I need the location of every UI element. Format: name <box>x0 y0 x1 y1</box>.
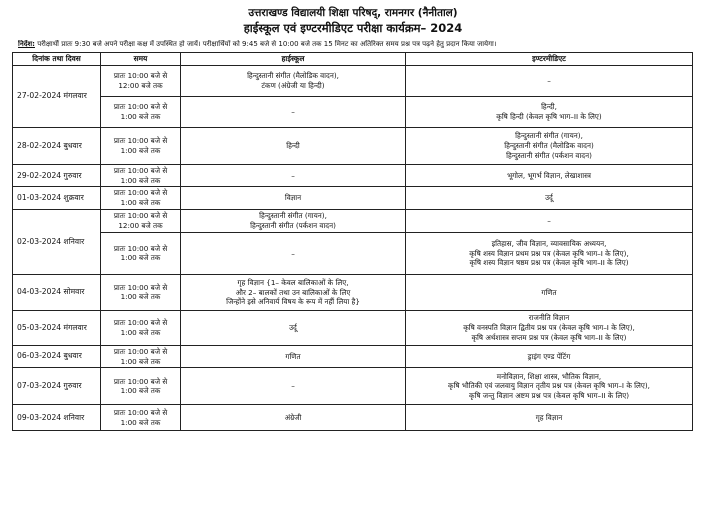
table-row <box>13 274 693 310</box>
column-header-highschool: हाईस्कूल <box>181 53 406 66</box>
exam-time-line: प्रातः 10:00 बजे से <box>113 243 168 253</box>
intermediate-subject-cell <box>406 128 693 165</box>
exam-time-line: प्रातः 10:00 बजे से <box>113 318 168 328</box>
exam-time-line: 1:00 बजे तक <box>120 175 161 185</box>
exam-time-line: प्रातः 10:00 बजे से <box>113 408 168 418</box>
intermediate-subject-line: कृषि जन्तु विज्ञान अष्टम प्रश्न पत्र (केवल कृषि भाग–II के लिए) <box>468 391 630 401</box>
highschool-subject-line: उर्दू <box>289 323 297 333</box>
exam-date-cell: 02-03-2024 शनिवार <box>13 209 101 274</box>
highschool-subject-line: गणित <box>285 351 301 361</box>
exam-date-cell: 06-03-2024 बुधवार <box>13 345 101 367</box>
intermediate-subject-cell <box>406 345 693 367</box>
table-row <box>13 368 693 405</box>
table-row <box>13 66 693 97</box>
exam-time-line: प्रातः 10:00 बजे से <box>113 282 168 292</box>
intermediate-subject-cell <box>406 232 693 274</box>
intermediate-subject-cell <box>406 274 693 310</box>
intermediate-subject-line: गणित <box>541 287 557 297</box>
highschool-subject-cell <box>181 187 406 209</box>
highschool-subject-line: हिन्दी <box>286 141 300 151</box>
exam-time-line: 1:00 बजे तक <box>120 417 161 427</box>
table-row <box>13 128 693 165</box>
column-header-intermediate: इण्टरमीडिएट <box>406 53 693 66</box>
highschool-subject-line: हिन्दुस्तानी संगीत (गायन), <box>259 211 327 221</box>
intermediate-subject-line: उर्दू <box>545 193 553 203</box>
intermediate-subject-line: मनोविज्ञान, शिक्षा शास्त्र, भौतिक विज्ञान, <box>496 371 602 381</box>
intermediate-subject-line: हिन्दी, <box>541 102 557 112</box>
highschool-subject-cell <box>181 274 406 310</box>
column-header-date: दिनांक तथा दिवस <box>13 53 101 66</box>
exam-time-line: 12:00 बजे तक <box>118 81 163 90</box>
intermediate-subject-line: राजनीति विज्ञान <box>528 313 570 323</box>
highschool-subject-line: विज्ञान <box>284 193 302 203</box>
intermediate-subject-line: हिन्दुस्तानी संगीत (पर्कशन वादन) <box>506 150 592 160</box>
exam-time-line: प्रातः 10:00 बजे से <box>113 188 168 198</box>
highschool-subject-cell <box>181 345 406 367</box>
exam-date-cell: 05-03-2024 मंगलवार <box>13 310 101 345</box>
highschool-subject-line: अंग्रेजी <box>284 412 302 422</box>
column-header-time: समय <box>101 53 181 66</box>
intermediate-subject-line: भूगोल, भूगर्भ विज्ञान, लेखाशास्त्र <box>507 170 591 180</box>
exam-time-cell <box>101 310 181 345</box>
exam-time-cell <box>101 368 181 405</box>
exam-time-line: 1:00 बजे तक <box>120 386 161 396</box>
highschool-subject-line: टंकण (अंग्रेजी या हिन्दी) <box>261 81 325 90</box>
exam-time-line: प्रातः 10:00 बजे से <box>113 376 168 386</box>
intermediate-subject-cell <box>406 97 693 128</box>
table-row <box>13 97 693 128</box>
highschool-subject-line: – <box>291 381 295 391</box>
exam-time-line: प्रातः 10:00 बजे से <box>113 136 168 146</box>
exam-date-cell: 07-03-2024 गुरुवार <box>13 368 101 405</box>
intermediate-subject-line: कृषि अर्थशास्त्र सप्तम प्रश्न पत्र (केवल कृषि भाग–II के लिए) <box>471 332 627 342</box>
highschool-subject-line: – <box>291 248 295 258</box>
intermediate-subject-cell <box>406 209 693 232</box>
exam-time-line: 12:00 बजे तक <box>118 220 163 230</box>
instruction-label: निर्देश: <box>18 40 35 48</box>
exam-schedule-table <box>12 52 693 431</box>
exam-time-cell <box>101 345 181 367</box>
intermediate-subject-line: इतिहास, जीव विज्ञान, व्यावसायिक अध्ययन, <box>491 238 607 248</box>
exam-time-line: 1:00 बजे तक <box>120 112 161 121</box>
exam-time-cell <box>101 66 181 97</box>
exam-time-cell <box>101 274 181 310</box>
exam-time-cell <box>101 97 181 128</box>
exam-time-line: प्रातः 10:00 बजे से <box>113 166 168 175</box>
highschool-subject-cell <box>181 128 406 165</box>
highschool-subject-line: हिन्दुस्तानी संगीत (पर्कशन वादन) <box>250 220 336 230</box>
highschool-subject-cell <box>181 405 406 431</box>
exam-time-line: 1:00 बजे तक <box>120 198 161 208</box>
table-row <box>13 345 693 367</box>
highschool-subject-line: – <box>291 107 295 117</box>
table-row <box>13 232 693 274</box>
highschool-subject-cell <box>181 310 406 345</box>
intermediate-subject-cell <box>406 165 693 187</box>
instruction-text: परीक्षार्थी प्रातः 9:30 बजे अपने परीक्षा कक्ष में उपस्थित हो जायें। परीक्षार्थियों को 9:45 बजे से 10:00 बजे तक 15 मिनट का अतिरिक्त समय प्रश्न पत्र पढ़ने हेतु प्रदान किया जायेगा। <box>37 40 497 48</box>
table-row <box>13 187 693 209</box>
table-row <box>13 165 693 187</box>
table-body <box>13 66 693 431</box>
exam-time-cell <box>101 187 181 209</box>
table-row <box>13 209 693 232</box>
exam-time-cell <box>101 232 181 274</box>
intermediate-subject-line: कृषि हिन्दी (केवल कृषि भाग–II के लिए) <box>496 112 602 121</box>
intermediate-subject-line: कृषि वनस्पति विज्ञान द्वितीय प्रश्न पत्र (केवल कृषि भाग–I के लिए), <box>463 323 635 333</box>
exam-time-line: प्रातः 10:00 बजे से <box>113 211 168 221</box>
exam-time-line: प्रातः 10:00 बजे से <box>113 71 168 81</box>
exam-date-cell: 28-02-2024 बुधवार <box>13 128 101 165</box>
intermediate-subject-cell <box>406 66 693 97</box>
highschool-subject-cell <box>181 209 406 232</box>
exam-schedule-title: हाईस्कूल एवं इण्टरमीडिएट परीक्षा कार्यक्रम– 2024 <box>243 21 463 35</box>
table-row <box>13 310 693 345</box>
highschool-subject-cell <box>181 232 406 274</box>
exam-time-line: 1:00 बजे तक <box>120 146 161 155</box>
exam-time-cell <box>101 405 181 431</box>
intermediate-subject-cell <box>406 187 693 209</box>
highschool-subject-line: और 2– बालकों तथा उन बालिकाओं के लिए <box>235 287 351 297</box>
intermediate-subject-cell <box>406 405 693 431</box>
highschool-subject-line: हिन्दुस्तानी संगीत (मैलोडिक वादन), <box>247 71 339 81</box>
board-title: उत्तराखण्ड विद्यालयी शिक्षा परिषद्, रामनगर (नैनीताल) <box>248 7 458 19</box>
exam-time-line: 1:00 बजे तक <box>120 292 161 302</box>
intermediate-subject-line: कृषि शस्य विज्ञान षष्ठम प्रश्न पत्र (केवल कृषि भाग–II के लिए) <box>469 258 629 268</box>
exam-time-cell <box>101 128 181 165</box>
exam-date-cell: 29-02-2024 गुरुवार <box>13 165 101 187</box>
table-header-row <box>13 53 693 66</box>
intermediate-subject-line: – <box>547 216 551 226</box>
intermediate-subject-line: हिन्दुस्तानी संगीत (गायन), <box>515 131 583 141</box>
exam-date-cell: 01-03-2024 शुक्रवार <box>13 187 101 209</box>
exam-time-line: प्रातः 10:00 बजे से <box>113 346 168 356</box>
highschool-subject-line: जिन्होंने इसे अनिवार्य विषय के रूप में नहीं लिया है} <box>226 297 360 307</box>
instruction-note <box>18 40 698 49</box>
highschool-subject-cell <box>181 368 406 405</box>
exam-time-line: 1:00 बजे तक <box>120 253 161 263</box>
exam-time-cell <box>101 165 181 187</box>
intermediate-subject-cell <box>406 310 693 345</box>
intermediate-subject-line: गृह विज्ञान <box>535 412 563 422</box>
highschool-subject-line: गृह विज्ञान {1– केवल बालिकाओं के लिए, <box>237 277 349 287</box>
intermediate-subject-line: कृषि भौतिकी एवं जलवायु विज्ञान तृतीय प्रश्न पत्र (केवल कृषि भाग–I के लिए), <box>448 381 650 391</box>
intermediate-subject-line: – <box>547 76 551 86</box>
intermediate-subject-cell <box>406 368 693 405</box>
highschool-subject-cell <box>181 66 406 97</box>
exam-date-cell: 09-03-2024 शनिवार <box>13 405 101 431</box>
table-row <box>13 405 693 431</box>
highschool-subject-cell <box>181 97 406 128</box>
highschool-subject-line: – <box>291 170 295 180</box>
intermediate-subject-line: कृषि शस्य विज्ञान प्रथम प्रश्न पत्र (केवल कृषि भाग–I के लिए), <box>469 248 629 258</box>
exam-time-line: 1:00 बजे तक <box>120 356 161 366</box>
exam-date-cell: 04-03-2024 सोमवार <box>13 274 101 310</box>
intermediate-subject-line: ड्राइंग एण्ड पेंटिंग <box>527 351 571 361</box>
exam-time-cell <box>101 209 181 232</box>
exam-time-line: प्रातः 10:00 बजे से <box>113 102 168 112</box>
exam-date-cell: 27-02-2024 मंगलवार <box>13 66 101 128</box>
exam-time-line: 1:00 बजे तक <box>120 327 161 337</box>
intermediate-subject-line: हिन्दुस्तानी संगीत (मैलोडिक वादन) <box>504 141 594 151</box>
highschool-subject-cell <box>181 165 406 187</box>
